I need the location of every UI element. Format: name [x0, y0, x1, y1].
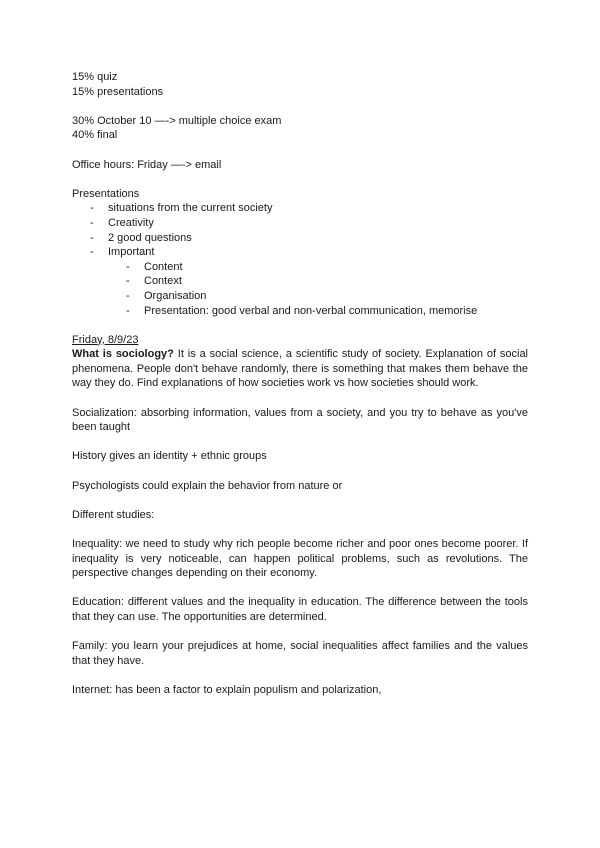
history-paragraph: History gives an identity + ethnic groups	[72, 450, 267, 463]
list-item: - Presentation: good verbal and non-verbal communication, memorise	[126, 304, 478, 317]
grade-midterm: 30% October 10 —-> multiple choice exam	[72, 114, 282, 127]
different-studies-label: Different studies:	[72, 508, 155, 521]
inequality-paragraph: Inequality: we need to study why rich people become richer and poor ones become poorer. If inequality is very noticeable, can happen political problems, such as revolutions. The perspective changes depending on their economy.	[72, 538, 528, 580]
family-paragraph: Family: you learn your prejudices at home, social inequalities affect families and the values that they have.	[72, 640, 528, 667]
list-item: - Content	[126, 260, 183, 273]
list-item: - situations from the current society	[90, 202, 273, 215]
lecture-date: Friday, 8/9/23	[72, 333, 139, 346]
grade-quiz: 15% quiz	[72, 71, 118, 83]
presentations-heading: Presentations	[72, 187, 140, 200]
list-item: - Organisation	[126, 289, 207, 302]
office-hours: Office hours: Friday —-> email	[72, 158, 222, 171]
list-item: - Context	[126, 275, 182, 288]
presentations-list	[72, 201, 528, 318]
important-sublist	[108, 260, 528, 318]
list-item: - 2 good questions	[90, 231, 192, 244]
socialization-paragraph: Socialization: absorbing information, values from a society, and you try to behave as you've been taught	[72, 406, 528, 434]
education-paragraph: Education: different values and the inequality in education. The difference between the tools that they can use. The opportunities are determined.	[72, 596, 528, 623]
grade-final: 40% final	[72, 129, 118, 142]
document-page	[72, 70, 528, 698]
sociology-question: What is sociology?	[72, 348, 174, 361]
psychologists-paragraph: Psychologists could explain the behavior from nature or	[72, 479, 343, 492]
list-item: - Important - Content - Context - Organisation - Presentation: good verbal and non-verbal communication, memorise	[72, 245, 528, 318]
grade-presentations: 15% presentations	[72, 85, 164, 98]
list-item: - Creativity	[90, 216, 154, 229]
sociology-intro: What is sociology? It is a social science, a scientific study of society. Explanation of social phenomena. People don't behave randomly, there is something that makes them behave the way they do. Find explanations of how societies work vs how societies should work.	[72, 348, 529, 390]
internet-paragraph: Internet: has been a factor to explain populism and polarization,	[72, 683, 382, 696]
